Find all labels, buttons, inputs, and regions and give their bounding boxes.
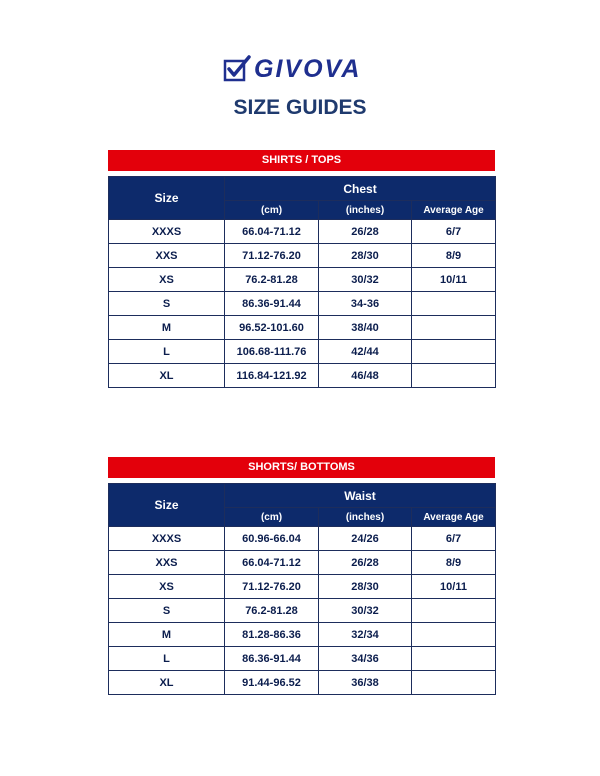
cm-cell: 76.2-81.28 xyxy=(225,599,319,623)
age-cell: 6/7 xyxy=(412,220,496,244)
size-cell: L xyxy=(109,340,225,364)
size-cell: XXXS xyxy=(109,220,225,244)
size-cell: XXS xyxy=(109,551,225,575)
size-table xyxy=(108,483,496,695)
table-row xyxy=(109,244,496,268)
inches-cell: 24/26 xyxy=(319,527,412,551)
inches-cell: 46/48 xyxy=(319,364,412,388)
cm-cell: 71.12-76.20 xyxy=(225,575,319,599)
age-cell: 8/9 xyxy=(412,551,496,575)
cm-header: (cm) xyxy=(225,201,319,220)
table-row xyxy=(109,292,496,316)
cm-cell: 116.84-121.92 xyxy=(225,364,319,388)
age-cell xyxy=(412,364,496,388)
inches-cell: 32/34 xyxy=(319,623,412,647)
age-cell xyxy=(412,599,496,623)
age-cell: 6/7 xyxy=(412,527,496,551)
size-cell: XL xyxy=(109,671,225,695)
measurement-header: Waist xyxy=(225,484,496,508)
cm-cell: 106.68-111.76 xyxy=(225,340,319,364)
brand-logo xyxy=(222,52,382,86)
age-cell xyxy=(412,292,496,316)
brand-name: GIVOVA xyxy=(254,54,362,83)
cm-cell: 86.36-91.44 xyxy=(225,292,319,316)
size-cell: M xyxy=(109,623,225,647)
inches-cell: 30/32 xyxy=(319,268,412,292)
size-cell: XS xyxy=(109,575,225,599)
size-cell: S xyxy=(109,292,225,316)
cm-cell: 76.2-81.28 xyxy=(225,268,319,292)
table-row xyxy=(109,316,496,340)
table-row xyxy=(109,364,496,388)
average-age-header: Average Age xyxy=(412,201,496,220)
table-row xyxy=(109,527,496,551)
age-cell xyxy=(412,340,496,364)
size-header: Size xyxy=(109,177,225,220)
inches-header: (inches) xyxy=(319,201,412,220)
age-cell xyxy=(412,316,496,340)
size-cell: L xyxy=(109,647,225,671)
age-cell xyxy=(412,671,496,695)
size-cell: XS xyxy=(109,268,225,292)
size-cell: S xyxy=(109,599,225,623)
table-row xyxy=(109,268,496,292)
table-row xyxy=(109,599,496,623)
shorts-bottoms-section xyxy=(108,457,495,695)
page-title: SIZE GUIDES xyxy=(233,96,367,119)
inches-cell: 34-36 xyxy=(319,292,412,316)
inches-header: (inches) xyxy=(319,508,412,527)
table-row xyxy=(109,220,496,244)
inches-cell: 26/28 xyxy=(319,220,412,244)
cm-cell: 96.52-101.60 xyxy=(225,316,319,340)
measurement-header: Chest xyxy=(225,177,496,201)
inches-cell: 42/44 xyxy=(319,340,412,364)
cm-cell: 91.44-96.52 xyxy=(225,671,319,695)
table-row xyxy=(109,340,496,364)
cm-header: (cm) xyxy=(225,508,319,527)
section-title: SHORTS/ BOTTOMS xyxy=(108,457,495,478)
inches-cell: 30/32 xyxy=(319,599,412,623)
size-cell: XL xyxy=(109,364,225,388)
age-cell xyxy=(412,623,496,647)
size-cell: M xyxy=(109,316,225,340)
cm-cell: 60.96-66.04 xyxy=(225,527,319,551)
inches-cell: 28/30 xyxy=(319,244,412,268)
table-row xyxy=(109,671,496,695)
inches-cell: 26/28 xyxy=(319,551,412,575)
checkbox-check-icon xyxy=(222,54,252,84)
size-header: Size xyxy=(109,484,225,527)
cm-cell: 81.28-86.36 xyxy=(225,623,319,647)
section-title: SHIRTS / TOPS xyxy=(108,150,495,171)
cm-cell: 86.36-91.44 xyxy=(225,647,319,671)
size-table xyxy=(108,176,496,388)
inches-cell: 36/38 xyxy=(319,671,412,695)
size-cell: XXXS xyxy=(109,527,225,551)
age-cell: 10/11 xyxy=(412,268,496,292)
size-cell: XXS xyxy=(109,244,225,268)
cm-cell: 66.04-71.12 xyxy=(225,220,319,244)
table-row xyxy=(109,623,496,647)
inches-cell: 34/36 xyxy=(319,647,412,671)
cm-cell: 71.12-76.20 xyxy=(225,244,319,268)
age-cell xyxy=(412,647,496,671)
cm-cell: 66.04-71.12 xyxy=(225,551,319,575)
table-row xyxy=(109,551,496,575)
table-row xyxy=(109,647,496,671)
shirts-tops-section xyxy=(108,150,495,388)
average-age-header: Average Age xyxy=(412,508,496,527)
inches-cell: 28/30 xyxy=(319,575,412,599)
age-cell: 8/9 xyxy=(412,244,496,268)
table-row xyxy=(109,575,496,599)
age-cell: 10/11 xyxy=(412,575,496,599)
inches-cell: 38/40 xyxy=(319,316,412,340)
